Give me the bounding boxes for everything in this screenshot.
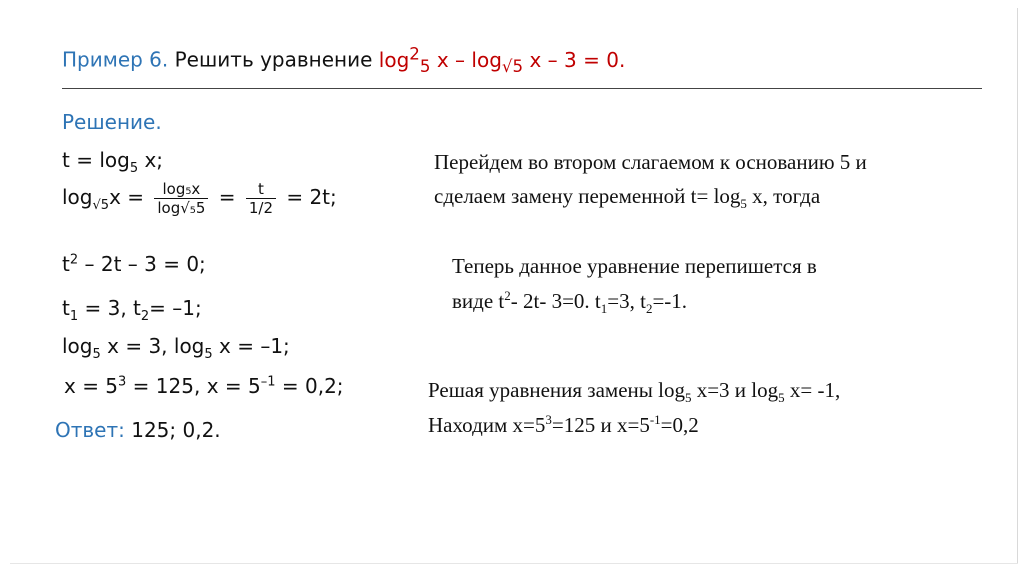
step-quadratic: $t^2 - 2t - 3 = 0$;: [62, 252, 206, 276]
step-values: $x = 5^3 = 125$, $x = 5^{-1} = 0,2$;: [64, 374, 344, 398]
step-back-substitution: $\log_5 x = 3$, $\log_5 x = -1$;: [62, 334, 290, 362]
note-line-6: Находим $x=5^3=125$ и $x=5^{-1}=0,2$: [428, 412, 699, 437]
step-substitution: $t = \log_5 x$;: [62, 148, 164, 176]
title-text: Решить уравнение: [168, 47, 379, 72]
note-line-2: сделаем замену переменной $t= \log_5 x$, тогда: [434, 184, 821, 212]
note-line-4: виде $t^2-$ 2t- 3=0. $t_1=3$, $t_2=-1$.: [452, 288, 688, 317]
solution-label: Решение.: [62, 110, 162, 134]
slide-bottom-border: [10, 563, 1018, 564]
step-base-change: $\log_{√5}x$ = $\frac{\text{log₅x}}{\text{log√₅5}}$ = $\frac{t}{1/2}$ = 2t;: [62, 180, 337, 217]
title-divider: [62, 88, 982, 89]
fraction-log-ratio: $\frac{\text{log₅x}}{\text{log√₅5}}$: [154, 180, 208, 217]
title-equation: $\log^2_5 x - \log_{√5} x - 3 = 0$.: [378, 44, 626, 76]
step-roots: $t_1 = 3$, $t_2= -1$;: [62, 296, 202, 324]
answer-value: 125; 0,2.: [124, 418, 221, 442]
example-number: Пример 6.: [62, 47, 169, 72]
note-line-1: Перейдем во втором слагаемом к основанию 5 и: [434, 150, 867, 174]
answer: [55, 418, 221, 442]
note-line-3: Теперь данное уравнение перепишется в: [452, 254, 817, 278]
fraction-t-half: $\frac{t}{1/2}$: [246, 180, 276, 217]
slide-title: [62, 44, 625, 76]
note-line-5: Решая уравнения замены $\log_5 x=3$ и $\log_5 x= -1$,: [428, 378, 841, 406]
slide-right-border: [1017, 8, 1018, 564]
answer-label: Ответ:: [55, 418, 125, 442]
